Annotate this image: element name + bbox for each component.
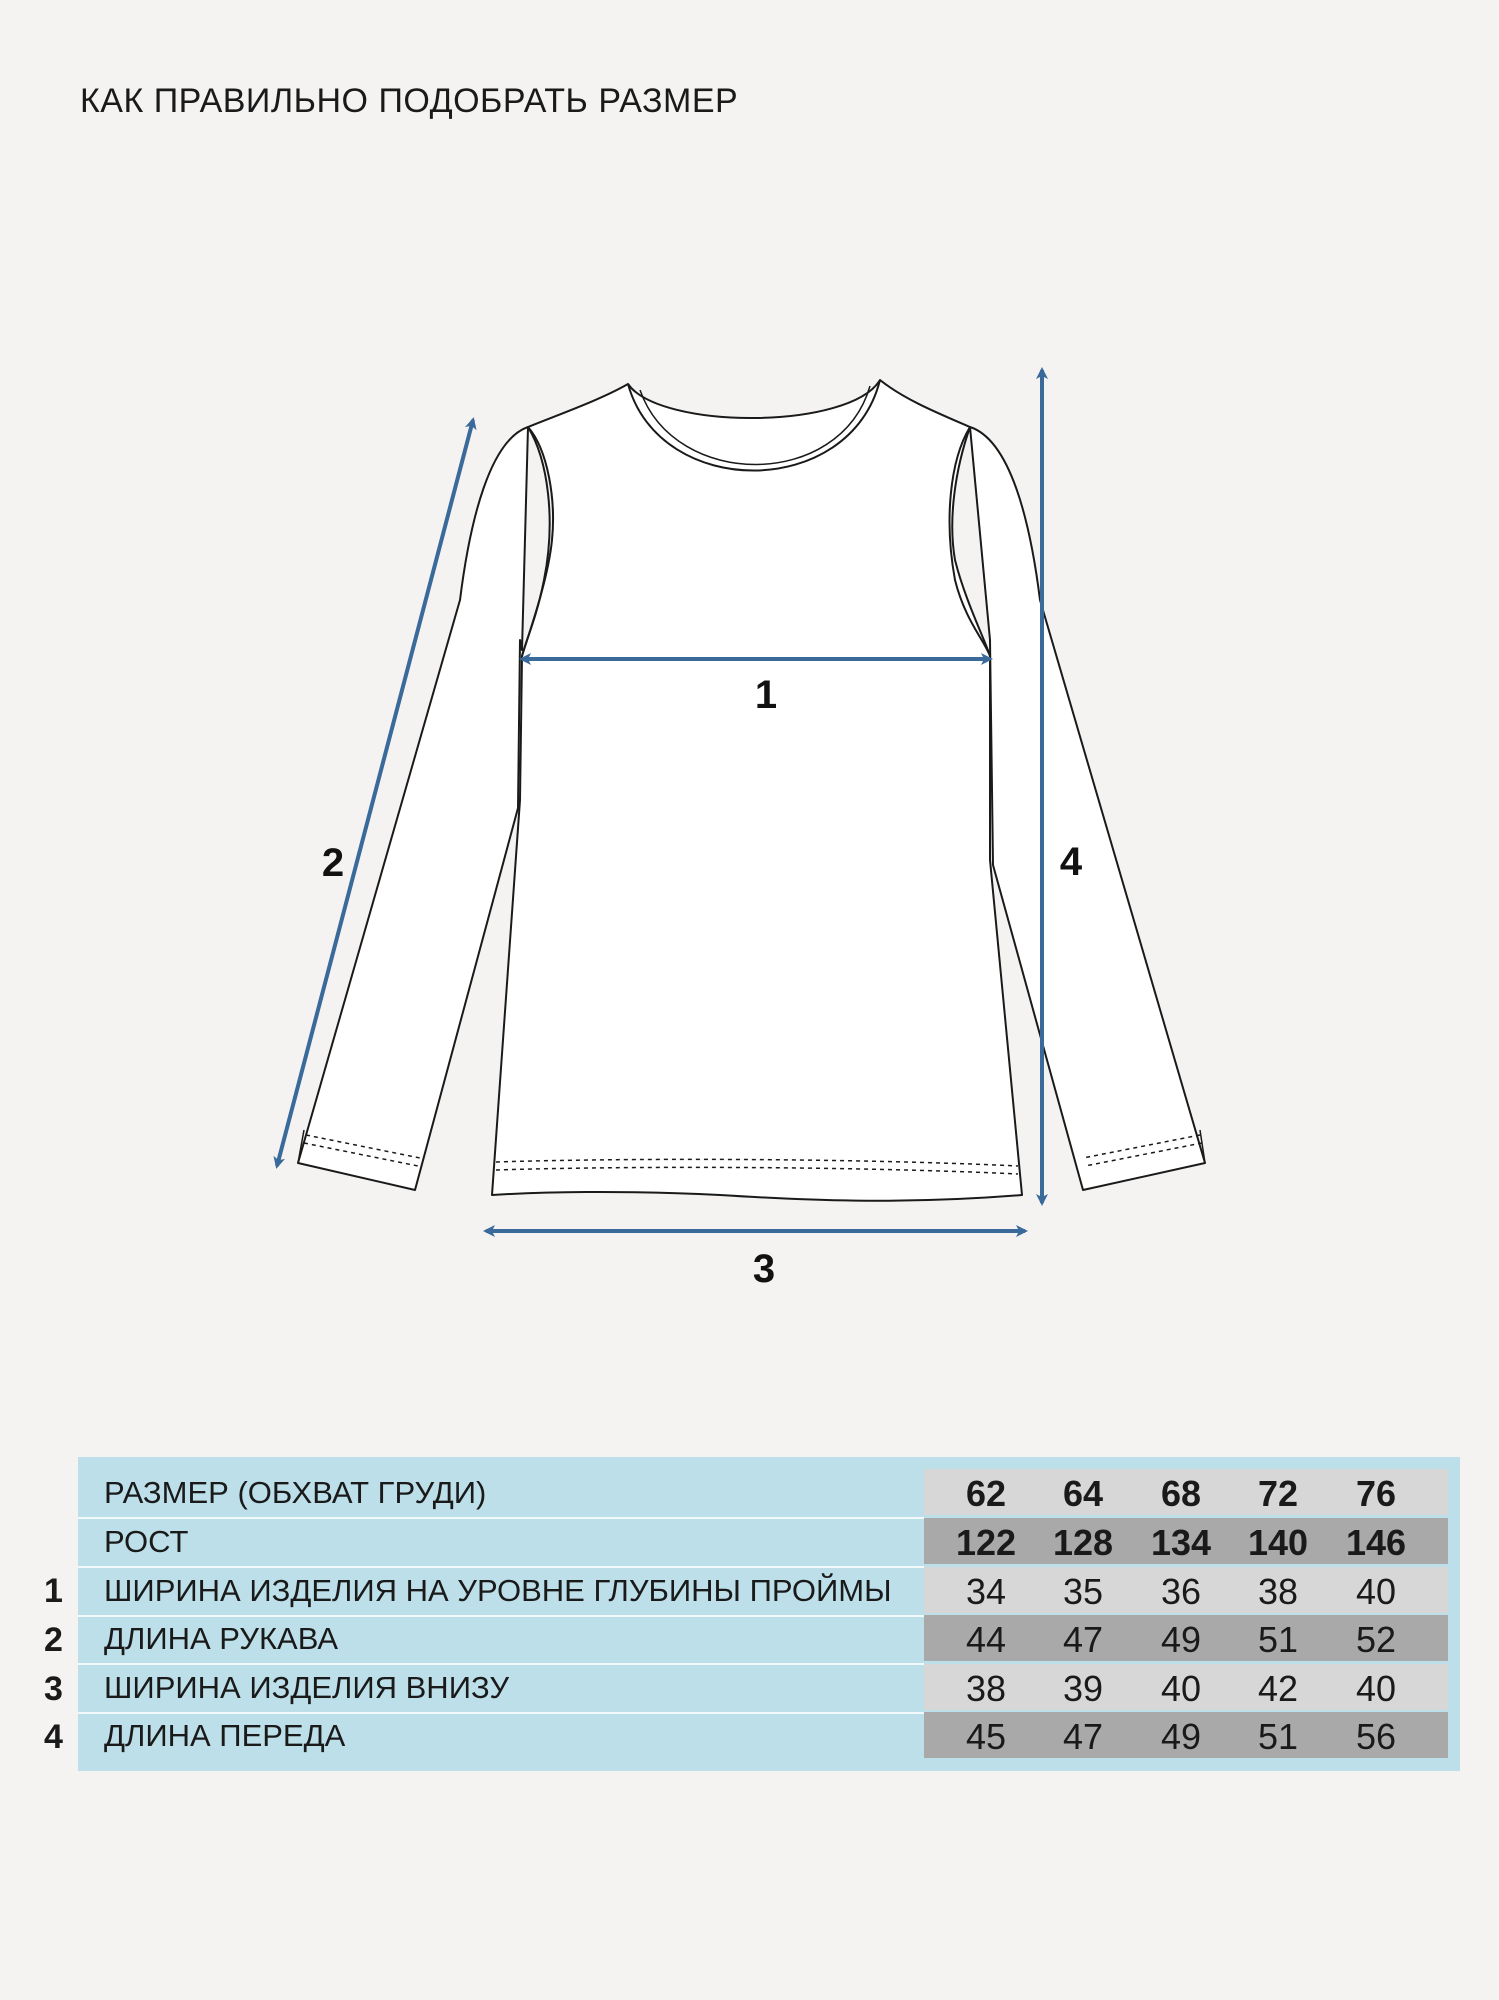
table-cell: 40 — [1355, 1571, 1397, 1612]
row-number: 1 — [44, 1572, 63, 1610]
table-cell: 44 — [965, 1619, 1007, 1660]
table-row — [78, 1567, 1460, 1615]
row-label: ШИРИНА ИЗДЕЛИЯ НА УРОВНЕ ГЛУБИНЫ ПРОЙМЫ — [104, 1573, 892, 1608]
measure-label-1: 1 — [754, 673, 778, 717]
table-cell: 49 — [1160, 1716, 1202, 1757]
table-cell: 64 — [1062, 1473, 1104, 1514]
table-row — [78, 1469, 1460, 1517]
table-cell: 128 — [1052, 1522, 1114, 1563]
table-cell: 56 — [1355, 1716, 1397, 1757]
table-cell: 38 — [965, 1668, 1007, 1709]
table-cell: 40 — [1355, 1668, 1397, 1709]
table-cell: 62 — [965, 1473, 1007, 1514]
measure-label-4: 4 — [1059, 840, 1083, 884]
row-label: ДЛИНА РУКАВА — [104, 1621, 339, 1656]
row-label: РОСТ — [104, 1524, 189, 1559]
row-number: 3 — [44, 1670, 63, 1708]
row-label: ШИРИНА ИЗДЕЛИЯ ВНИЗУ — [104, 1670, 510, 1705]
table-cell: 39 — [1062, 1668, 1104, 1709]
table-cell: 36 — [1160, 1571, 1202, 1612]
table-cell: 51 — [1257, 1619, 1299, 1660]
table-cell: 72 — [1257, 1473, 1299, 1514]
table-row — [78, 1615, 1460, 1663]
table-cell: 68 — [1160, 1473, 1202, 1514]
row-label: ДЛИНА ПЕРЕДА — [104, 1718, 346, 1753]
table-cell: 45 — [965, 1716, 1007, 1757]
table-cell: 34 — [965, 1571, 1007, 1612]
table-cell: 52 — [1355, 1619, 1397, 1660]
table-cell: 146 — [1345, 1522, 1407, 1563]
size-table — [78, 1457, 1460, 1771]
table-cell: 47 — [1062, 1619, 1104, 1660]
row-number: 4 — [44, 1718, 63, 1756]
table-cell: 140 — [1247, 1522, 1309, 1563]
measure-label-2: 2 — [321, 841, 345, 885]
table-row — [78, 1664, 1460, 1712]
table-cell: 47 — [1062, 1716, 1104, 1757]
table-cell: 76 — [1355, 1473, 1397, 1514]
page-title: КАК ПРАВИЛЬНО ПОДОБРАТЬ РАЗМЕР — [80, 82, 739, 120]
table-cell: 134 — [1150, 1522, 1212, 1563]
table-cell: 51 — [1257, 1716, 1299, 1757]
row-label: РАЗМЕР (ОБХВАТ ГРУДИ) — [104, 1475, 487, 1510]
table-cell: 42 — [1257, 1668, 1299, 1709]
table-cell: 38 — [1257, 1571, 1299, 1612]
longsleeve-outline — [298, 380, 1205, 1201]
table-cell: 49 — [1160, 1619, 1202, 1660]
measure-label-3: 3 — [752, 1247, 776, 1291]
table-cell: 40 — [1160, 1668, 1202, 1709]
table-row — [78, 1712, 1460, 1760]
table-cell: 122 — [955, 1522, 1017, 1563]
row-number: 2 — [44, 1621, 63, 1659]
table-cell: 35 — [1062, 1571, 1104, 1612]
table-row — [78, 1518, 1460, 1566]
